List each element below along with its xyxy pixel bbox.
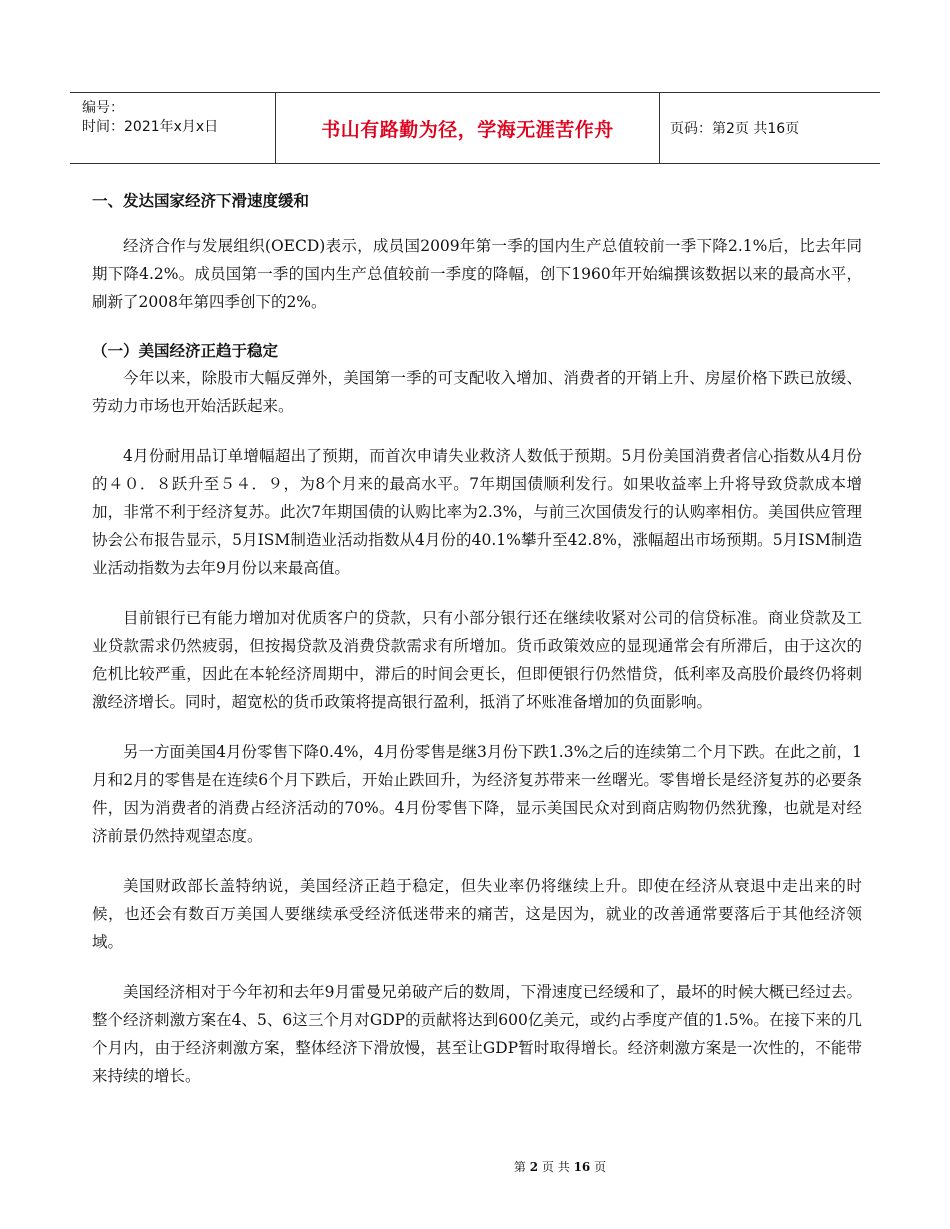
section-heading: 一、发达国家经济下滑速度缓和 — [92, 192, 310, 210]
motto: 书山有路勤为径，学海无涯苦作舟 — [321, 118, 614, 141]
footer-total-pages: 16 — [573, 1160, 591, 1174]
number-label: 编号： — [82, 100, 124, 116]
paragraph-6: 美国财政部长盖特纳说，美国经济正趋于稳定，但失业率仍将继续上升。即使在经济从衰退中走出来的时候，也还会有数百万美国人要继续承受经济低迷带来的痛苦，这是因为，就业的改善通常要落后于其他经济领域。 — [92, 877, 862, 951]
paragraph-5: 另一方面美国4月份零售下降0.4%，4月份零售是继3月份下跌1.3%之后的连续第二个月下跌。在此之前，1月和2月的零售是在连续6个月下跌后，开始止跌回升，为经济复苏带来一丝曙光。零售增长是经济复苏的必要条件，因为消费者的消费占经济活动的70%。4月份零售下降，显示美国民众对到商店购物仍然犹豫，也就是对经济前景仍然持观望态度。 — [92, 743, 862, 845]
page-header — [70, 92, 880, 164]
footer-suffix: 页 — [594, 1160, 607, 1174]
time-label: 时间：2021年x月x日 — [82, 119, 219, 135]
paragraph-3: 4月份耐用品订单增幅超出了预期，而首次申请失业救济人数低于预期。5月份美国消费者信心指数从4月份的４０．８跃升至５４．９，为8个月来的最高水平。7年期国债顺利发行。如果收益率上升将导致贷款成本增加，非常不利于经济复苏。此次7年期国债的认购比率为2.3%，与前三次国债发行的认购率相仿。美国供应管理协会公布报告显示，5月ISM制造业活动指数从4月份的40.1%攀升至42.8%，涨幅超出市场预期。5月ISM制造业活动指数为去年9月份以来最高值。 — [92, 447, 862, 577]
page-footer — [0, 1158, 950, 1175]
header-meta — [70, 93, 276, 163]
footer-middle: 页 共 — [541, 1160, 570, 1174]
paragraph-1: 经济合作与发展组织(OECD)表示，成员国2009年第一季的国内生产总值较前一季下降2.1%后，比去年同期下降4.2%。成员国第一季的国内生产总值较前一季度的降幅，创下1960年开始编撰该数据以来的最高水平，刷新了2008年第四季创下的2%。 — [92, 237, 862, 311]
paragraph-7: 美国经济相对于今年初和去年9月雷曼兄弟破产后的数周，下滑速度已经缓和了，最坏的时候大概已经过去。整个经济刺激方案在4、5、6这三个月对GDP的贡献将达到600亿美元，或约占季度产值的1.5%。在接下来的几个月内，由于经济刺激方案，整体经济下滑放慢，甚至让GDP暂时取得增长。经济刺激方案是一次性的，不能带来持续的增长。 — [92, 983, 862, 1085]
footer-page-number: 2 — [529, 1160, 539, 1174]
article-body — [92, 188, 862, 1112]
header-motto-cell — [276, 93, 660, 163]
paragraph-2: 今年以来，除股市大幅反弹外，美国第一季的可支配收入增加、消费者的开销上升、房屋价格下跌已放缓、劳动力市场也开始活跃起来。 — [92, 369, 862, 415]
page-label: 页码：第2页 共16页 — [670, 121, 800, 137]
header-page-cell — [660, 93, 880, 163]
subsection-heading: （一）美国经济正趋于稳定 — [92, 342, 279, 360]
footer-prefix: 第 — [513, 1160, 526, 1174]
paragraph-4: 目前银行已有能力增加对优质客户的贷款，只有小部分银行还在继续收紧对公司的信贷标准。商业贷款及工业贷款需求仍然疲弱，但按揭贷款及消费贷款需求有所增加。货币政策效应的显现通常会有所滞后，由于这次的危机比较严重，因此在本轮经济周期中，滞后的时间会更长，但即便银行仍然惜贷，低利率及高股价最终仍将刺激经济增长。同时，超宽松的货币政策将提高银行盈利，抵消了坏账准备增加的负面影响。 — [92, 609, 862, 711]
